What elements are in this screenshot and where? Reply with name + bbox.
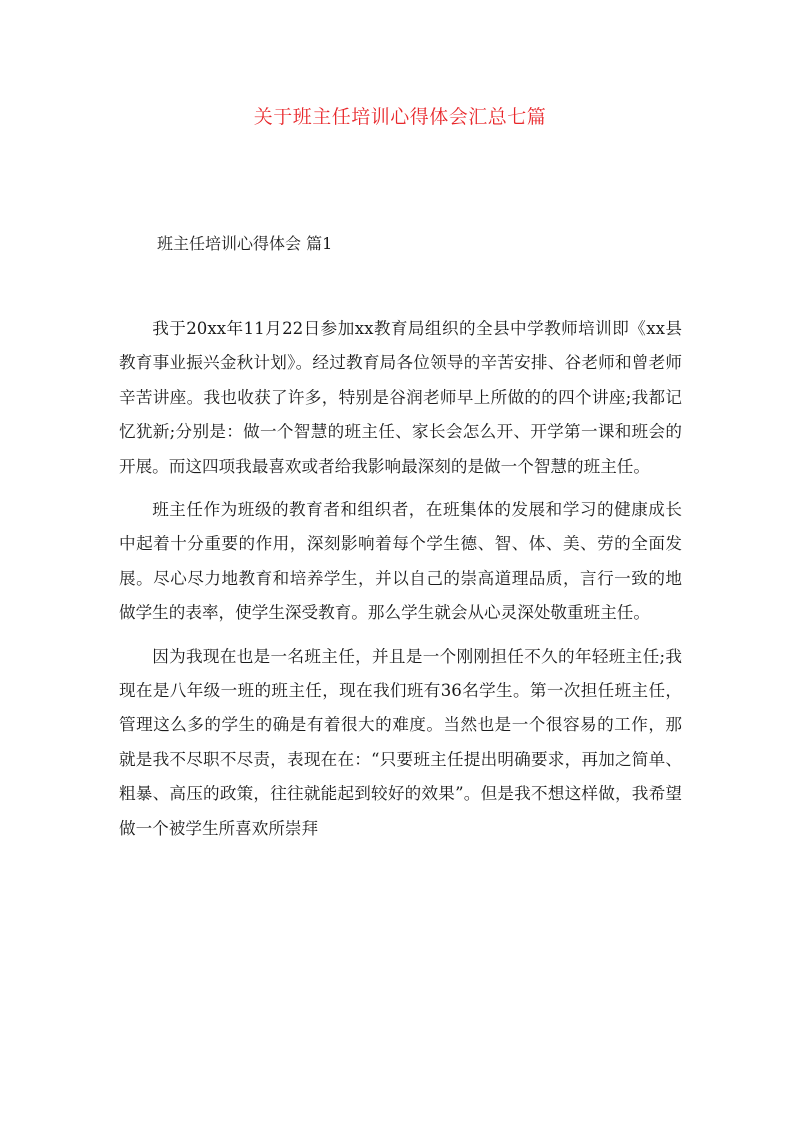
paragraph-1: 我于20xx年11月22日参加xx教育局组织的全县中学教师培训即《xx县教育事业振兴金秋计划》。经过教育局各位领导的辛苦安排、谷老师和曾老师辛苦讲座。我也收获了许多，特别是谷润老师早上所做的的四个讲座;我都记忆犹新;分别是：做一个智慧的班主任、家长会怎么开、开学第一课和班会的开展。而这四项我最喜欢或者给我影响最深刻的是做一个智慧的班主任。 (119, 319, 682, 476)
paragraph-3: 因为我现在也是一名班主任，并且是一个刚刚担任不久的年轻班主任;我现在是八年级一班的班主任，现在我们班有36名学生。第一次担任班主任，管理这么多的学生的确是有着很大的难度。当然也是一个很容易的工作，那就是我不尽职不尽责，表现在在：“只要班主任提出明确要求，再加之简单、粗暴、高压的政策，往往就能起到较好的效果”。但是我不想这样做，我希望做一个被学生所喜欢所崇拜 (119, 646, 682, 838)
document-title: 关于班主任培训心得体会汇总七篇 (253, 106, 547, 128)
document-body (119, 312, 682, 855)
section-heading: 班主任培训心得体会 篇1 (157, 234, 333, 253)
paragraph-2: 班主任作为班级的教育者和组织者，在班集体的发展和学习的健康成长中起着十分重要的作用，深刻影响着每个学生德、智、体、美、劳的全面发展。尽心尽力地教育和培养学生，并以自己的崇高道理品质，言行一致的地做学生的表率，使学生深受教育。那么学生就会从心灵深处敬重班主任。 (119, 500, 682, 623)
